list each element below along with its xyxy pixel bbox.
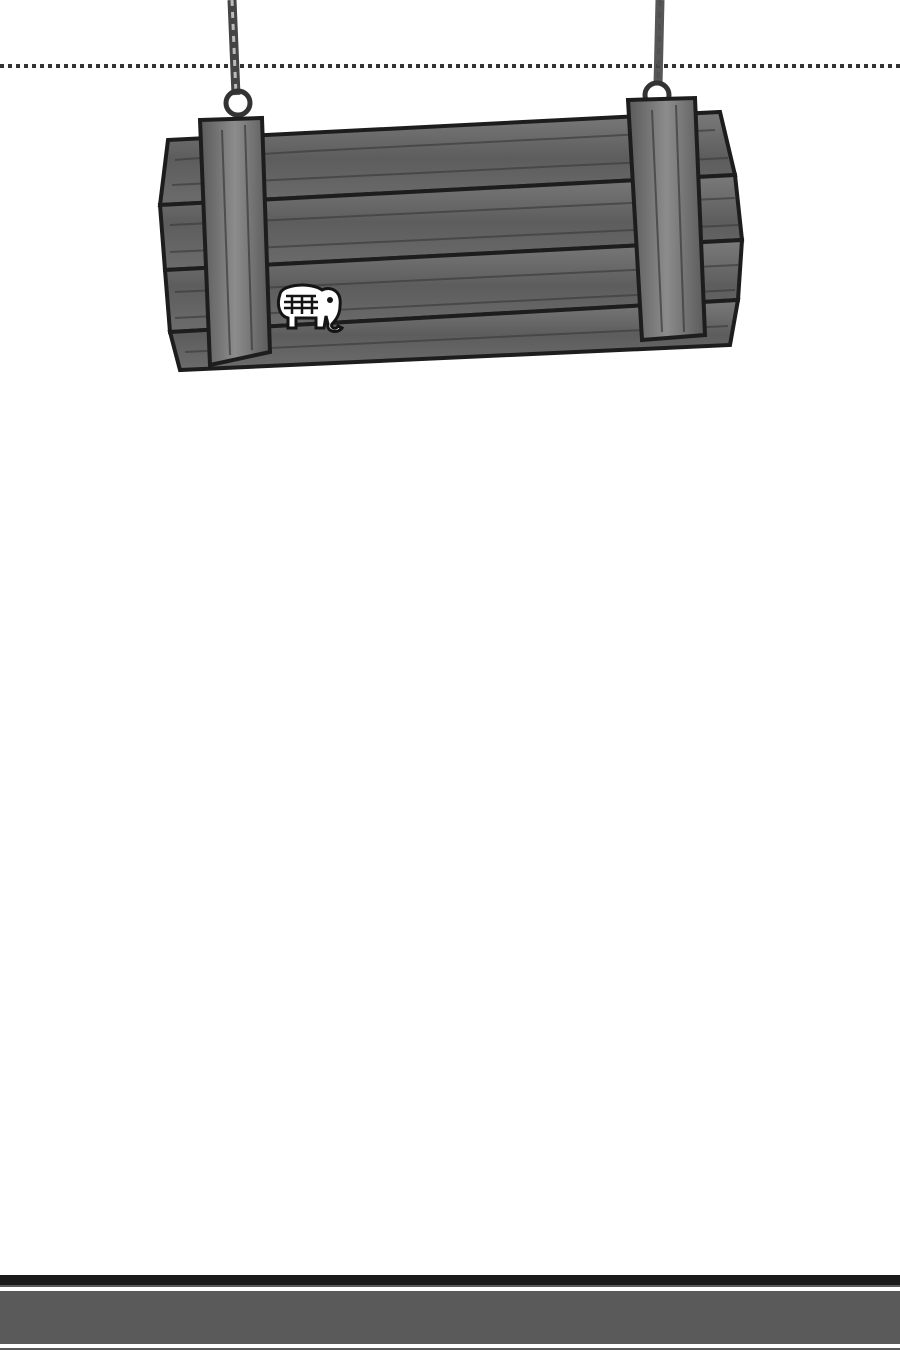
wooden-sign — [150, 0, 750, 380]
rope-right — [658, 0, 660, 85]
grass-decoration — [0, 1195, 900, 1290]
elephant-icon — [272, 280, 346, 334]
bottom-tribal-border — [0, 1285, 900, 1350]
